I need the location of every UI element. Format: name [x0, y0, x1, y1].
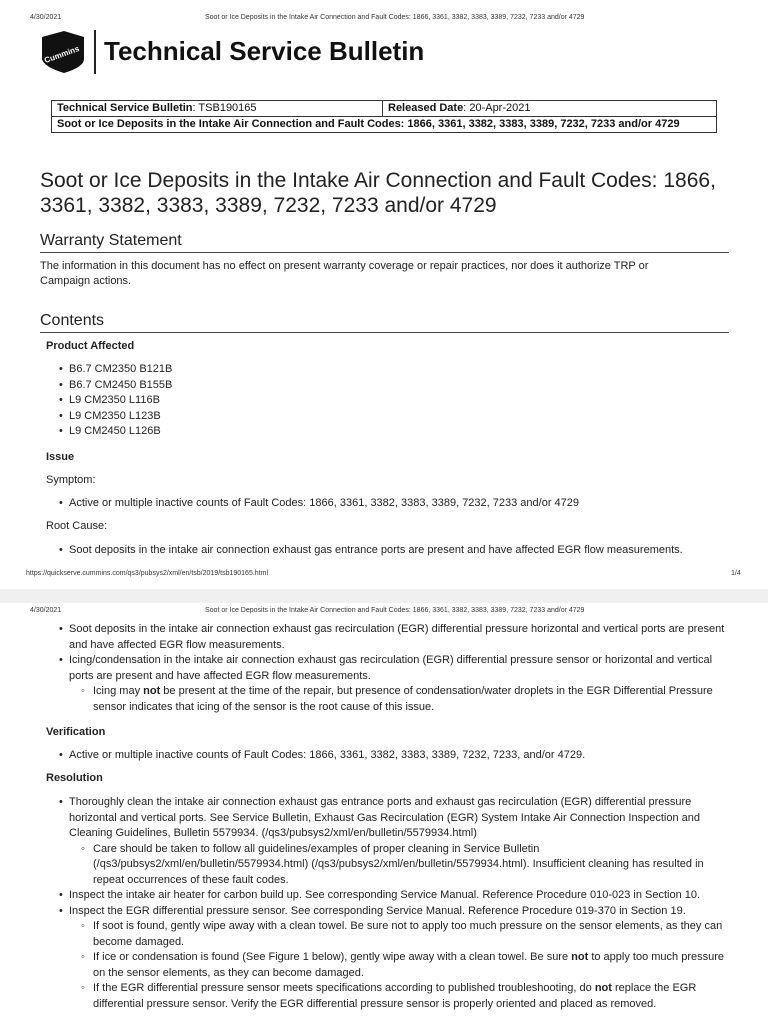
symptom-list	[69, 496, 729, 512]
bulletin-info-table	[51, 100, 717, 133]
verification-list	[69, 748, 729, 764]
list-subitem: ◦ Icing may not be present at the time of the repair, but presence of condensation/water droplets in the EGR Differential Pressure sensor indicates that icing of the sensor is the root cause of this issue.	[79, 684, 733, 715]
list-item: • L9 CM2350 L123B	[69, 409, 172, 425]
list-item: • Soot deposits in the intake air connection exhaust gas recirculation (EGR) differential pressure horizontal and vertical ports are present and have affected EGR flow measurements.	[69, 622, 731, 653]
list-item: • L9 CM2450 L126B	[69, 424, 172, 440]
list-item: • B6.7 CM2350 B121B	[69, 362, 172, 378]
warranty-text: The information in this document has no effect on present warranty coverage or repair practices, nor does it authorize TRP or Campaign actions.	[40, 260, 649, 287]
logo-text: Cummins	[43, 44, 81, 65]
print-date: 4/30/2021	[30, 607, 62, 614]
header-divider	[94, 30, 96, 74]
list-subitem: ◦ If the EGR differential pressure sensor meets specifications according to published troubleshooting, do not replace the EGR differential pressure sensor. Verify the EGR differential pressure sensor is properly oriented and placed as removed.	[79, 981, 733, 1012]
resolution-heading: Resolution	[46, 772, 103, 784]
verification-heading: Verification	[46, 726, 106, 738]
page-break	[0, 589, 768, 603]
list-item: • Inspect the intake air heater for carbon build up. See corresponding Service Manual. Reference Procedure 010-023 in Section 10.	[69, 888, 733, 904]
contents-heading: Contents	[40, 312, 729, 333]
list-item: • B6.7 CM2450 B155B	[69, 378, 172, 394]
product-affected-heading: Product Affected	[46, 340, 135, 352]
footer-url[interactable]: https://quickserve.cummins.com/qs3/pubsys2/xml/en/tsb/2019/tsb190165.html	[26, 570, 269, 577]
released-cell: Released Date: 20-Apr-2021	[383, 101, 717, 117]
list-subitem: ◦ If ice or condensation is found (See Figure 1 below), gently wipe away with a clean towel. Be sure not to apply too much pressure on the sensor elements, as they can become damaged.	[79, 950, 733, 981]
print-header-title: Soot or Ice Deposits in the Intake Air Connection and Fault Codes: 1866, 3361, 3382, 3383, 3389, 7232, 7233 and/or 4729	[205, 14, 585, 21]
print-date: 4/30/2021	[30, 14, 62, 21]
resolution-list	[69, 795, 733, 1012]
root-cause-list-continued	[69, 622, 731, 715]
list-item: • Inspect the EGR differential pressure sensor. See corresponding Service Manual. Reference Procedure 019-370 in Section 19.	[69, 904, 733, 920]
root-cause-label: Root Cause:	[46, 520, 108, 532]
warranty-heading: Warranty Statement	[40, 232, 729, 253]
list-item: • Active or multiple inactive counts of Fault Codes: 1866, 3361, 3382, 3383, 3389, 7232, 7233, and/or 4729.	[69, 748, 729, 764]
product-list	[69, 362, 172, 440]
bulletin-heading: Technical Service Bulletin	[104, 36, 425, 66]
list-item: • Active or multiple inactive counts of Fault Codes: 1866, 3361, 3382, 3383, 3389, 7232, 7233 and/or 4729	[69, 496, 729, 512]
list-item: • Thoroughly clean the intake air connection exhaust gas entrance ports and exhaust gas recirculation (EGR) differential pressure horizontal and vertical ports. See Service Bulletin, Exhaust Gas Recirculation (EGR) System Intake Air Connection Inspection and Cleaning Guidelines, Bulletin 5579934. (/qs3/pubsys2/xml/en/bulletin/5579934.html)	[69, 795, 733, 842]
list-item: • Icing/condensation in the intake air connection exhaust gas recirculation (EGR) differential pressure sensor or horizontal and vertical ports are present and have affected EGR flow measurements.	[69, 653, 731, 684]
root-cause-list	[69, 543, 739, 559]
list-subitem: ◦ Care should be taken to follow all guidelines/examples of proper cleaning in Service Bulletin (/qs3/pubsys2/xml/en/bulletin/5579934.html) (/qs3/pubsys2/xml/en/bulletin/5579934.html). Insufficient cleaning has resulted in repeat occurrences of these fault codes.	[79, 842, 733, 889]
print-header-title: Soot or Ice Deposits in the Intake Air Connection and Fault Codes: 1866, 3361, 3382, 3383, 3389, 7232, 7233 and/or 4729	[205, 607, 585, 614]
issue-heading: Issue	[46, 451, 75, 463]
document-title: Soot or Ice Deposits in the Intake Air Connection and Fault Codes: 1866, 3361, 3382, 3383, 3389, 7232, 7233 and/or 4729	[40, 169, 716, 217]
list-item: • L9 CM2350 L116B	[69, 393, 172, 409]
list-item: • Soot deposits in the intake air connection exhaust gas entrance ports are present and have affected EGR flow measurements.	[69, 543, 739, 559]
tsb-cell: Technical Service Bulletin: TSB190165	[52, 101, 383, 117]
list-subitem: ◦ If soot is found, gently wipe away with a clean towel. Be sure not to apply too much pressure on the sensor elements, as they can become damaged.	[79, 919, 733, 950]
page-number: 1/4	[731, 570, 741, 577]
cummins-logo	[38, 29, 88, 75]
subject-cell: Soot or Ice Deposits in the Intake Air Connection and Fault Codes: 1866, 3361, 3382, 3383, 3389, 7232, 7233 and/or 4729	[52, 117, 717, 133]
symptom-label: Symptom:	[46, 474, 96, 486]
